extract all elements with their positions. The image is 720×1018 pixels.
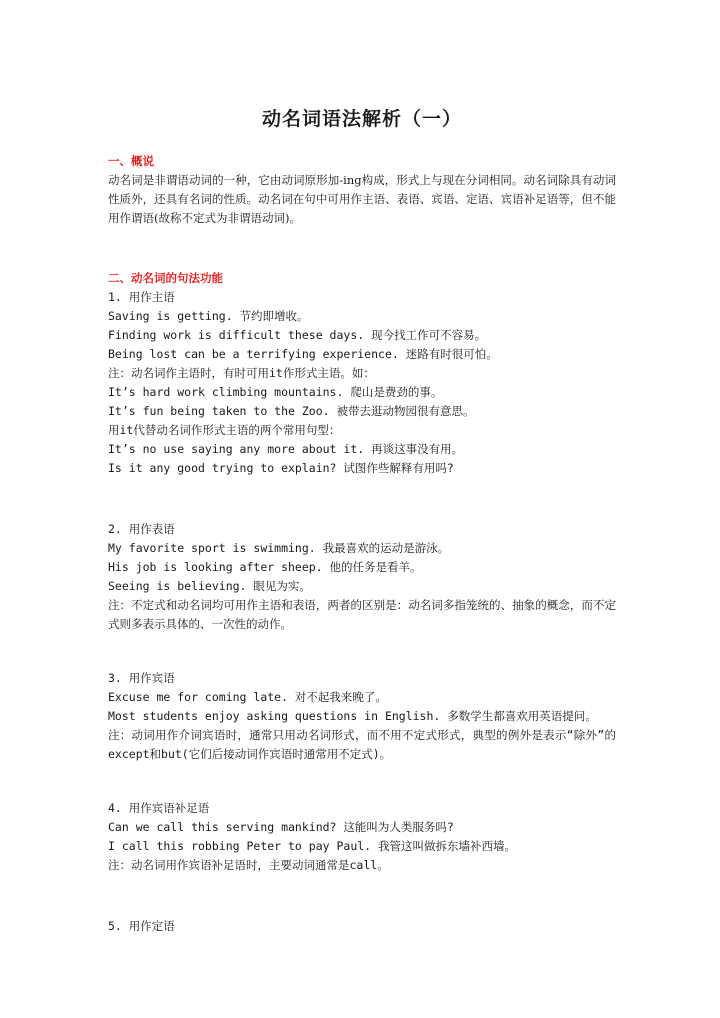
example-line: Can we call this serving mankind? 这能叫为人类服务吗? — [108, 820, 454, 834]
document-page — [108, 104, 616, 936]
example-line: It’s fun being taken to the Zoo. 被带去逛动物园很有意思。 — [108, 404, 475, 418]
note-line: 注：动名词用作宾语补足语时，主要动词通常是call。 — [108, 858, 389, 872]
spacer — [108, 478, 616, 520]
spacer — [108, 875, 616, 917]
example-line: It’s hard work climbing mountains. 爬山是费劲的事。 — [108, 385, 443, 399]
example-line: Most students enjoy asking questions in English. 多数学生都喜欢用英语提问。 — [108, 709, 597, 723]
spacer — [108, 634, 616, 669]
example-line: I call this robbing Peter to pay Paul. 我管这叫做拆东墙补西墙。 — [108, 839, 517, 853]
document-title: 动名词语法解析（一） — [261, 108, 462, 130]
subsection-label-object-complement: 4. 用作宾语补足语 — [108, 801, 210, 815]
subsection-label-predicative: 2. 用作表语 — [108, 522, 175, 536]
section-heading-overview: 一、概说 — [108, 154, 154, 168]
note-paragraph: 注：动词用作介词宾语时，通常只用动名词形式，而不用不定式形式，典型的例外是表示“除外”的except和but(它们后接动词作宾语时通常用不定式)。 — [108, 728, 616, 761]
example-line: Is it any good trying to explain? 试图作些解释有用吗? — [108, 461, 454, 475]
example-line: Excuse me for coming late. 对不起我来晚了。 — [108, 690, 387, 704]
overview-paragraph: 动名词是非谓语动词的一种，它由动词原形加-ing构成，形式上与现在分词相同。动名词除具有动词性质外，还具有名词的性质。动名词在句中可用作主语、表语、宾语、定语、宾语补足语等，但不能用作谓语(故称不定式为非谓语动词)。 — [108, 173, 616, 225]
note-paragraph: 注：不定式和动名词均可用作主语和表语，两者的区别是：动名词多指笼统的、抽象的概念，而不定式则多表示具体的、一次性的动作。 — [108, 598, 616, 631]
example-line: Being lost can be a terrifying experience. 迷路有时很可怕。 — [108, 347, 498, 361]
spacer — [108, 764, 616, 799]
example-line: Saving is getting. 节约即增收。 — [108, 309, 309, 323]
example-line: My favorite sport is swimming. 我最喜欢的运动是游泳。 — [108, 541, 450, 555]
note-line: 注：动名词作主语时，有时可用it作形式主语。如： — [108, 366, 375, 380]
subsection-label-subject: 1. 用作主语 — [108, 290, 175, 304]
example-line: His job is looking after sheep. 他的任务是看羊。 — [108, 560, 422, 574]
spacer — [108, 228, 616, 270]
example-line: Seeing is believing. 眼见为实。 — [108, 579, 311, 593]
subsection-label-object: 3. 用作宾语 — [108, 671, 175, 685]
example-line: Finding work is difficult these days. 现今找工作可不容易。 — [108, 328, 487, 342]
note-line: 用it代替动名词作形式主语的两个常用句型： — [108, 423, 341, 437]
section-heading-functions: 二、动名词的句法功能 — [108, 271, 223, 285]
example-line: It’s no use saying any more about it. 再谈这事没有用。 — [108, 442, 464, 456]
subsection-label-attributive: 5. 用作定语 — [108, 919, 175, 933]
